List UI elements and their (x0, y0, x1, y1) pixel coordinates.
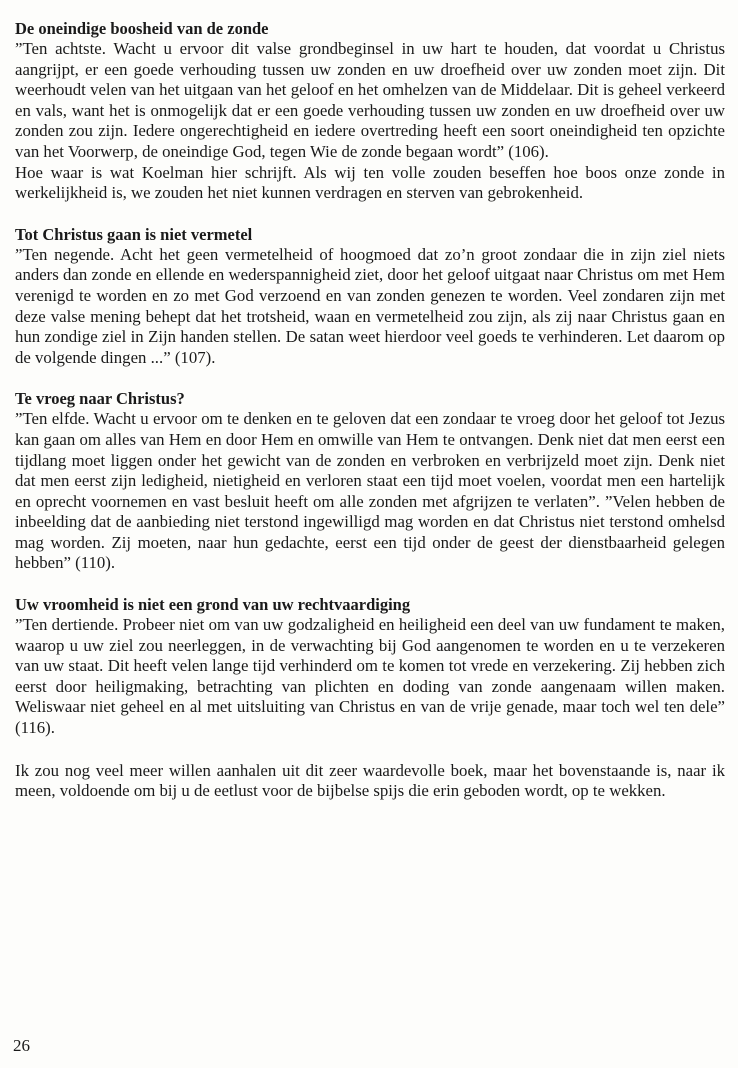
section-heading: Te vroeg naar Christus? (15, 389, 185, 409)
quote-paragraph: ”Ten negende. Acht het geen vermetelheid of hoogmoed dat zo’n groot zondaar die in zijn ziel niets anders dan zonde en ellende en wederspannigheid ziet, door het geloof uitgaat naar Christus om met Hem verenigd te worden en zo met God verzoend en van zonden genezen te worden. Veel zondaren zijn met deze valse mening behept dat het trotsheid, waan en vermetelheid zou zijn, als zij naar Christus gaan en hun zondige ziel in Zijn handen stellen. De satan weet hierdoor veel goeds te verhinderen. Let daarom op de volgende dingen ...” (107). (15, 244, 725, 367)
section-heading: De oneindige boosheid van de zonde (15, 19, 269, 38)
commentary-paragraph: Hoe waar is wat Koelman hier schrijft. Als wij ten volle zouden beseffen hoe boos onze zonde in werkelijkheid is, we zouden het niet kunnen verdragen en sterven van gebrokenheid. (15, 162, 725, 203)
section-heading: Tot Christus gaan is niet vermetel (15, 224, 253, 244)
quote-paragraph: ”Ten elfde. Wacht u ervoor om te denken en te geloven dat een zondaar te vroeg door het geloof tot Jezus kan gaan om alles van Hem en door Hem en omwille van Hem te ontvangen. Denk niet dat men eerst een tijdlang moet liggen onder het gewicht van de zonden en verbroken en verbrijzeld moet zijn. Denk niet dat men eerst zijn ledigheid, nietigheid en verloren staat een tijd moet voelen, voordat men een hartelijk en oprecht voornemen en vast besluit heeft om alle zonden met afgrijzen te verlaten”. ”Velen hebben de inbeelding dat de aanbieding niet terstond ingewilligd mag worden en dat Christus niet terstond omhelsd mag worden. Zij moeten, naar hun gedachte, eerst een tijd onder de geest der dienstbaarheid gelegen hebben” (110). (15, 409, 725, 573)
section-oneindige-boosheid (13, 18, 725, 204)
quote-paragraph: ”Ten achtste. Wacht u ervoor dit valse grondbeginsel in uw hart te houden, dat voordat u Christus aangrijpt, er een goede verhouding tussen uw zonden en uw droefheid over uw zonden moet zijn. Dit weerhoudt velen van het uitgaan van het geloof en het omhelzen van de Middelaar. Dit is geheel verkeerd en vals, want het is onmogelijk dat er een goede verhouding tussen uw zonden en uw droefheid over uw zonden zou zijn. Iedere ongerechtigheid en iedere overtreding heeft een soort oneindigheid ten opzichte van het Voorwerp, de oneindige God, tegen Wie de zonde begaan wordt” (106). (15, 39, 725, 161)
section-te-vroeg (13, 388, 725, 574)
document-page (13, 18, 725, 802)
spacer (13, 368, 725, 388)
spacer (13, 739, 725, 761)
section-tot-christus-gaan (13, 224, 725, 369)
section-uw-vroomheid (13, 594, 725, 739)
page-number: 26 (13, 1036, 30, 1055)
quote-paragraph: ”Ten dertiende. Probeer niet om van uw godzaligheid en heiligheid een deel van uw fundament te maken, waarop u uw ziel zou neerleggen, in de verwachting bij God aangenomen te worden en u te verzekeren van uw staat. Dit heeft velen lange tijd verhinderd om te komen tot vrede en verzekering. Zij hebben zich eerst door heiligmaking, betrachting van plichten en doding van zonde aangenaam willen maken. Weliswaar niet geheel en al met uitsluiting van Christus en van de vrije genade, maar toch wel ten dele” (116). (15, 615, 725, 738)
spacer (13, 574, 725, 594)
spacer (13, 204, 725, 224)
section-heading: Uw vroomheid is niet een grond van uw rechtvaardiging (15, 595, 411, 615)
closing-paragraph: Ik zou nog veel meer willen aanhalen uit dit zeer waardevolle boek, maar het bovenstaande is, naar ik meen, voldoende om bij u de eetlust voor de bijbelse spijs die erin geboden wordt, op te wekken. (15, 760, 725, 801)
